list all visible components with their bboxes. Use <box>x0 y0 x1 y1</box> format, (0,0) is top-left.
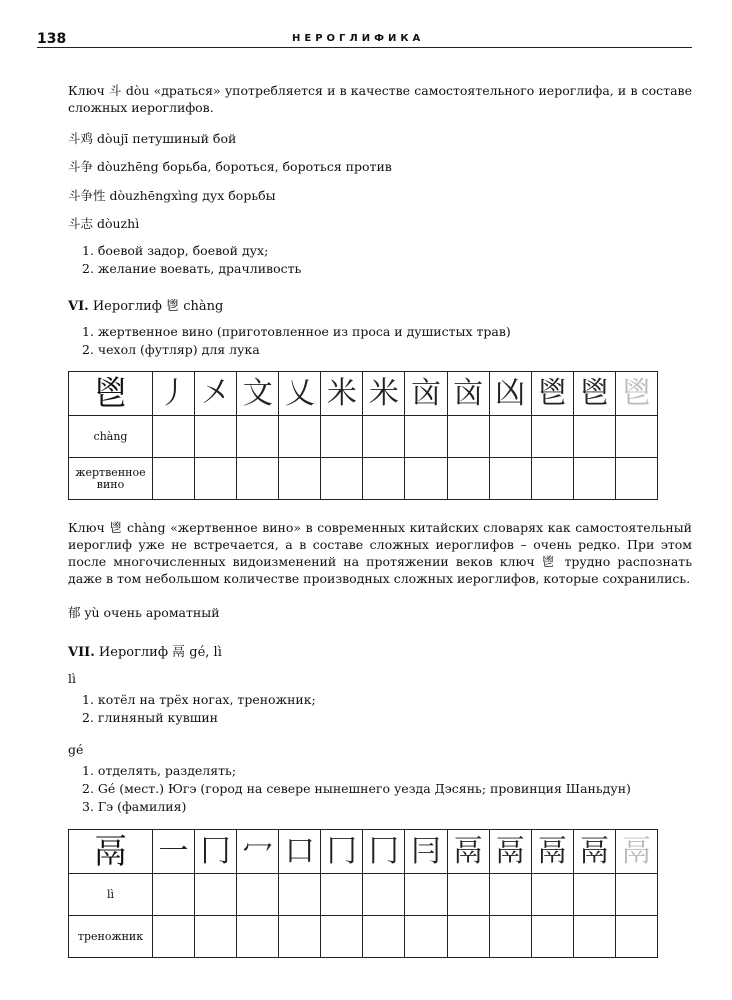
practice-cell[interactable] <box>573 916 615 958</box>
practice-cell[interactable] <box>531 458 573 500</box>
practice-cell[interactable] <box>279 916 321 958</box>
stroke-step: 冖 <box>237 830 279 874</box>
section-7-title: Иероглиф 鬲 gé, lì <box>94 645 222 660</box>
practice-cell[interactable] <box>405 916 447 958</box>
stroke-step: 鬲 <box>447 830 489 874</box>
word-yu: 郁 yù очень ароматный <box>68 605 220 620</box>
stroke-step: 㐅 <box>195 372 237 416</box>
practice-cell[interactable] <box>153 416 195 458</box>
table-meaning-label: треножник <box>69 916 153 958</box>
practice-cell[interactable] <box>573 416 615 458</box>
section-6-numeral: VI. <box>68 299 89 314</box>
practice-cell[interactable] <box>405 416 447 458</box>
practice-cell[interactable] <box>363 916 405 958</box>
practice-cell[interactable] <box>405 458 447 500</box>
douzhi-meaning-2: 2. желание воевать, драчливость <box>82 261 302 276</box>
practice-cell[interactable] <box>363 458 405 500</box>
practice-cell[interactable] <box>195 416 237 458</box>
practice-cell[interactable] <box>447 416 489 458</box>
ge-stroke-table <box>68 829 658 958</box>
practice-cell[interactable] <box>195 916 237 958</box>
section-7-numeral: VII. <box>68 645 95 660</box>
stroke-step: 米 <box>321 372 363 416</box>
table-meaning-label: жертвенное вино <box>69 458 153 500</box>
practice-cell[interactable] <box>153 458 195 500</box>
table-pinyin-label: lì <box>69 874 153 916</box>
practice-cell[interactable] <box>531 416 573 458</box>
practice-cell[interactable] <box>531 916 573 958</box>
practice-cell[interactable] <box>237 916 279 958</box>
header-rule <box>37 47 692 48</box>
practice-cell[interactable] <box>447 874 489 916</box>
practice-cell[interactable] <box>321 458 363 500</box>
practice-cell[interactable] <box>447 916 489 958</box>
section-6-heading <box>68 295 223 314</box>
intro-paragraph: Ключ 斗 dòu «драться» употребляется и в качестве самостоятельного иероглифа, и в составе сложных иероглифов. <box>68 83 692 115</box>
practice-cell[interactable] <box>573 874 615 916</box>
practice-cell[interactable] <box>447 458 489 500</box>
stroke-step: 冃 <box>405 830 447 874</box>
li-meaning-2: 2. глиняный кувшин <box>82 710 219 725</box>
practice-cell[interactable] <box>237 874 279 916</box>
reading-ge: gé <box>68 742 84 757</box>
table-char-cell: 鬲 <box>69 830 153 874</box>
practice-cell[interactable] <box>195 458 237 500</box>
stroke-step: 鬯 <box>531 372 573 416</box>
reading-li: lì <box>68 671 76 686</box>
stroke-step: 鬲 <box>573 830 615 874</box>
practice-cell[interactable] <box>321 874 363 916</box>
practice-cell[interactable] <box>153 916 195 958</box>
stroke-step: 鬲 <box>489 830 531 874</box>
practice-cell[interactable] <box>405 874 447 916</box>
table-pinyin-label: chàng <box>69 416 153 458</box>
practice-cell[interactable] <box>573 458 615 500</box>
stroke-step-trace: 鬲 <box>615 830 657 874</box>
stroke-step: 口 <box>279 830 321 874</box>
ge-meaning-2: 2. Gé (мест.) Югэ (город на севере нынешнего уезда Дэсянь; провинция Шаньдун) <box>82 781 631 796</box>
word-douzhengxing: 斗争性 dòuzhēngxìng дух борьбы <box>68 188 276 203</box>
stroke-step: 㐫 <box>405 372 447 416</box>
li-meaning-1: 1. котёл на трёх ногах, треножник; <box>82 692 316 707</box>
practice-cell[interactable] <box>615 416 657 458</box>
stroke-step: 鬲 <box>531 830 573 874</box>
stroke-step: 冂 <box>363 830 405 874</box>
practice-cell[interactable] <box>363 874 405 916</box>
practice-cell[interactable] <box>237 458 279 500</box>
stroke-step-trace: 鬯 <box>615 372 657 416</box>
stroke-step: 文 <box>237 372 279 416</box>
practice-cell[interactable] <box>489 416 531 458</box>
practice-cell[interactable] <box>321 916 363 958</box>
practice-cell[interactable] <box>615 458 657 500</box>
practice-cell[interactable] <box>153 874 195 916</box>
practice-cell[interactable] <box>195 874 237 916</box>
ge-meaning-1: 1. отделять, разделять; <box>82 763 237 778</box>
practice-cell[interactable] <box>279 458 321 500</box>
practice-cell[interactable] <box>321 416 363 458</box>
stroke-step: 㐫 <box>447 372 489 416</box>
stroke-step: 丿 <box>153 372 195 416</box>
stroke-step: 一 <box>153 830 195 874</box>
practice-cell[interactable] <box>279 874 321 916</box>
section-7-heading <box>68 641 222 660</box>
practice-cell[interactable] <box>237 416 279 458</box>
chang-meaning-2: 2. чехол (футляр) для лука <box>82 342 260 357</box>
stroke-step: 凶 <box>489 372 531 416</box>
running-title: НЕРОГЛИФИКА <box>292 33 425 44</box>
chang-paragraph: Ключ 鬯 chàng «жертвенное вино» в современных китайских словарях как самостоятельный иероглиф уже не встречается, а в составе сложных иероглифов – очень редко. При этом после многочисленных видоизменений на протяжении веков ключ 鬯 трудно распознать даже в том небольшом количестве производных сложных иероглифов, которые сохранились. <box>68 520 692 586</box>
practice-cell[interactable] <box>363 416 405 458</box>
word-douzhi: 斗志 dòuzhì <box>68 216 140 231</box>
chang-meaning-1: 1. жертвенное вино (приготовленное из проса и душистых трав) <box>82 324 511 339</box>
page-header <box>37 31 692 51</box>
practice-cell[interactable] <box>489 458 531 500</box>
stroke-step: 乂 <box>279 372 321 416</box>
practice-cell[interactable] <box>531 874 573 916</box>
practice-cell[interactable] <box>489 874 531 916</box>
practice-cell[interactable] <box>615 916 657 958</box>
table-char-cell: 鬯 <box>69 372 153 416</box>
douzhi-meaning-1: 1. боевой задор, боевой дух; <box>82 243 269 258</box>
stroke-step: 冂 <box>321 830 363 874</box>
page-number: 138 <box>37 31 67 47</box>
practice-cell[interactable] <box>615 874 657 916</box>
stroke-step: 鬯 <box>573 372 615 416</box>
practice-cell[interactable] <box>489 916 531 958</box>
ge-meaning-3: 3. Гэ (фамилия) <box>82 799 187 814</box>
stroke-step: 米 <box>363 372 405 416</box>
chang-stroke-table <box>68 371 658 500</box>
word-douzheng: 斗争 dòuzhēng борьба, бороться, бороться против <box>68 159 392 174</box>
section-6-title: Иероглиф 鬯 chàng <box>88 299 224 314</box>
word-doujie: 斗鸡 dòujī петушиный бой <box>68 131 237 146</box>
practice-cell[interactable] <box>279 416 321 458</box>
stroke-step: 冂 <box>195 830 237 874</box>
